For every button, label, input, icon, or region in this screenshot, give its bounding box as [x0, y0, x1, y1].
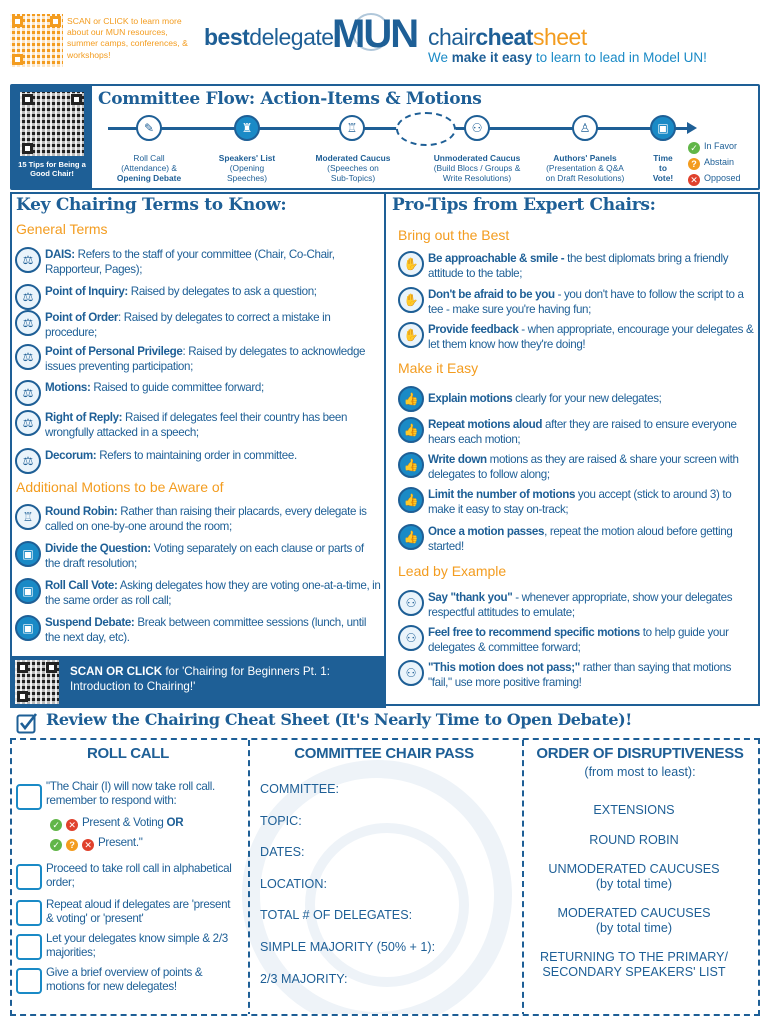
- gavel-icon: ⚖: [15, 284, 41, 310]
- roll-call-step-4: Let your delegates know simple & 2/3 majorities;: [46, 932, 228, 959]
- gavel-icon: ⚖: [15, 310, 41, 336]
- tip-approachable: ✋ Be approachable & smile - the best diplomats bring a friendly attitude to the table;: [398, 251, 756, 281]
- brand-best: best: [204, 24, 250, 50]
- bring-out-best-heading: Bring out the Best: [398, 227, 510, 243]
- x-icon: ✕: [82, 839, 94, 851]
- tips-qr-code[interactable]: [20, 92, 84, 156]
- x-icon: ✕: [688, 174, 700, 186]
- roll-call-checkbox-5[interactable]: [16, 968, 42, 994]
- stage-time-to-vote: Time to Vote!: [652, 153, 674, 183]
- tip-positive-framing: ⚇ "This motion does not pass;" rather than saying that motions "fail," use more positive framing!: [398, 660, 756, 690]
- roll-call-step-3: Repeat aloud if delegates are 'present & voting' or 'present': [46, 898, 231, 925]
- gavel-icon: ⚖: [15, 247, 41, 273]
- order-item-moderated: MODERATED CAUCUSES (by total time): [557, 906, 711, 935]
- motion-roll-call-vote: ▣ Roll Call Vote: Asking delegates how they are voting one-at-a-time, in the same order as roll call;: [15, 578, 381, 608]
- beginners-qr-code[interactable]: [15, 660, 59, 704]
- tip-be-yourself: ✋ Don't be afraid to be you - you don't have to follow the script to a tee - make sure you're having fun;: [398, 287, 756, 317]
- check-icon: ✓: [688, 142, 700, 154]
- tip-provide-feedback: ✋ Provide feedback - when appropriate, encourage your delegates & let them know how they're doing!: [398, 322, 756, 352]
- motion-divide-the-question: ▣ Divide the Question: Voting separately on each clause or parts of the draft resolution;: [15, 541, 381, 571]
- brand-cheat: cheat: [475, 24, 533, 50]
- committee-flow-panel: [10, 84, 760, 190]
- ballot-box-icon: ▣: [15, 615, 41, 641]
- clapping-hands-icon: ✋: [398, 287, 424, 313]
- order-item-unmoderated: UNMODERATED CAUCUSES (by total time): [548, 862, 720, 891]
- gavel-icon: ⚖: [15, 380, 41, 406]
- brand-mun: MUN: [332, 12, 418, 56]
- beginners-guide-text[interactable]: SCAN OR CLICK for 'Chairing for Beginners Pt. 1: Introduction to Chairing!': [70, 665, 330, 693]
- check-icon: ✓: [50, 819, 62, 831]
- make-it-easy-heading: Make it Easy: [398, 360, 479, 376]
- pass-field-committee: COMMITTEE:: [260, 782, 340, 796]
- top-qr-code[interactable]: [10, 14, 63, 67]
- brand-chair: chair: [428, 24, 476, 50]
- pass-field-total-delegates: TOTAL # OF DELEGATES:: [260, 908, 413, 922]
- tip-motion-passes: 👍 Once a motion passes, repeat the motion aloud before getting started!: [398, 524, 756, 554]
- order-item-speakers-list: RETURNING TO THE PRIMARY/ SECONDARY SPEAKERS' LIST: [539, 950, 728, 979]
- response-present: ✓ ? ✕ Present.": [50, 836, 240, 851]
- order-item-extensions: EXTENSIONS: [593, 803, 675, 817]
- term-point-of-order: ⚖ Point of Order: Raised by delegates to correct a mistake in procedure;: [15, 310, 381, 340]
- group-icon: ⚇: [398, 625, 424, 651]
- tip-explain-motions: 👍 Explain motions clearly for your new delegates;: [398, 386, 756, 412]
- pro-tips-title: Pro-Tips from Expert Chairs:: [392, 195, 656, 215]
- ballot-box-icon: ▣: [650, 115, 676, 141]
- podium-icon: ♜: [234, 115, 260, 141]
- brand-delegate: delegate: [249, 24, 334, 50]
- ballot-box-icon: ▣: [15, 541, 41, 567]
- group-icon: ⚇: [398, 590, 424, 616]
- term-personal-privilege: ⚖ Point of Personal Privilege: Raised by delegates to acknowledge issues preventing participation;: [15, 344, 381, 374]
- tip-recommend-motions: ⚇ Feel free to recommend specific motions to help guide your delegates & committee forward;: [398, 625, 756, 655]
- gavel-icon: ⚖: [15, 344, 41, 370]
- tip-write-down: 👍 Write down motions as they are raised & share your screen with delegates to follow along;: [398, 452, 756, 482]
- tips-qr-label[interactable]: 15 Tips for Being a Good Chair!: [18, 160, 86, 178]
- additional-motions-heading: Additional Motions to be Aware of: [16, 479, 224, 495]
- pass-field-simple-majority: SIMPLE MAJORITY (50% + 1):: [260, 940, 436, 954]
- chair-pass-title: COMMITTEE CHAIR PASS: [294, 745, 474, 762]
- check-icon: ✓: [50, 839, 62, 851]
- term-motions: ⚖ Motions: Raised to guide committee forward;: [15, 380, 381, 406]
- column-divider: [248, 740, 250, 1016]
- caucus-loop-arrows-icon: [396, 112, 456, 146]
- stage-roll-call: Roll Call (Attendance) & Opening Debate: [116, 153, 182, 183]
- thumbs-up-icon: 👍: [398, 524, 424, 550]
- beginners-guide-banner[interactable]: [10, 656, 386, 708]
- thumbs-up-icon: 👍: [398, 417, 424, 443]
- lead-by-example-heading: Lead by Example: [398, 563, 507, 579]
- roll-call-step-2: Proceed to take roll call in alphabetical order;: [46, 862, 232, 889]
- lectern-icon: ♖: [15, 504, 41, 530]
- roll-call-checkbox-1[interactable]: [16, 784, 42, 810]
- motion-round-robin: ♖ Round Robin: Rather than raising their placards, every delegate is called on one-by-one around the room;: [15, 504, 381, 534]
- motion-suspend-debate: ▣ Suspend Debate: Break between committee sessions (lunch, until the next day, etc).: [15, 615, 381, 645]
- thumbs-up-icon: 👍: [398, 487, 424, 513]
- roll-call-title: ROLL CALL: [86, 745, 169, 762]
- term-right-of-reply: ⚖ Right of Reply: Raised if delegates feel their country has been wrongfully attacked in a speech;: [15, 410, 381, 440]
- checkbox-checked-icon: [16, 712, 38, 734]
- roll-call-checkbox-2[interactable]: [16, 864, 42, 890]
- stage-speakers-list: Speakers' List (Opening Speeches): [218, 153, 276, 183]
- flow-title: Committee Flow: Action-Items & Motions: [98, 89, 482, 109]
- clapping-hands-icon: ✋: [398, 251, 424, 277]
- x-icon: ✕: [66, 819, 78, 831]
- response-present-voting: ✓ ✕ Present & Voting OR: [50, 816, 240, 831]
- tip-say-thank-you: ⚇ Say "thank you" - whenever appropriate, show your delegates respectful attitudes to emulate;: [398, 590, 756, 620]
- lectern-icon: ♖: [339, 115, 365, 141]
- term-dais: ⚖ DAIS: Refers to the staff of your committee (Chair, Co-Chair, Rapporteur, Pages);: [15, 247, 381, 277]
- key-terms-title: Key Chairing Terms to Know:: [16, 195, 287, 215]
- term-decorum: ⚖ Decorum: Refers to maintaining order in committee.: [15, 448, 381, 474]
- stage-authors-panels: Authors' Panels (Presentation & Q&A on Draft Resolutions): [545, 153, 625, 183]
- stage-unmoderated-caucus: Unmoderated Caucus (Build Blocs / Groups & Write Resolutions): [433, 153, 521, 183]
- brand-logo: [204, 10, 764, 70]
- group-icon: ⚇: [464, 115, 490, 141]
- term-point-of-inquiry: ⚖ Point of Inquiry: Raised by delegates to ask a question;: [15, 284, 381, 310]
- ballot-box-icon: ▣: [15, 578, 41, 604]
- roll-call-step-1: "The Chair (I) will now take roll call. remember to respond with:: [46, 780, 215, 807]
- stage-moderated-caucus: Moderated Caucus (Speeches on Sub-Topics): [315, 153, 391, 183]
- thumbs-up-icon: 👍: [398, 452, 424, 478]
- order-item-round-robin: ROUND ROBIN: [589, 833, 679, 847]
- general-terms-heading: General Terms: [16, 221, 108, 237]
- roll-call-checkbox-4[interactable]: [16, 934, 42, 960]
- scan-info-text[interactable]: SCAN or CLICK to learn more about our MUN resources, summer camps, conferences, & workshops!: [67, 16, 188, 60]
- question-icon: ?: [688, 158, 700, 170]
- tagline: We make it easy to learn to lead in Model UN!: [428, 50, 707, 65]
- panel-icon: ♙: [572, 115, 598, 141]
- gavel-icon: ⚖: [15, 410, 41, 436]
- brand-sheet: sheet: [532, 24, 587, 50]
- group-icon: ⚇: [398, 660, 424, 686]
- tip-repeat-motions: 👍 Repeat motions aloud after they are raised to ensure everyone hears each motion;: [398, 417, 756, 447]
- pass-field-location: LOCATION:: [260, 877, 327, 891]
- vote-legend: ✓ In Favor ? Abstain ✕ Opposed: [688, 138, 741, 186]
- ballot-icon: ✎: [136, 115, 162, 141]
- pass-field-topic: TOPIC:: [260, 814, 302, 828]
- pass-field-two-thirds-majority: 2/3 MAJORITY:: [260, 972, 348, 986]
- thumbs-up-icon: 👍: [398, 386, 424, 412]
- roll-call-checkbox-3[interactable]: [16, 900, 42, 926]
- gavel-icon: ⚖: [15, 448, 41, 474]
- roll-call-step-5: Give a brief overview of points & motions for new delegates!: [46, 966, 203, 993]
- tips-qr-panel[interactable]: [12, 86, 92, 188]
- order-title: ORDER OF DISRUPTIVENESS: [536, 745, 744, 762]
- tip-limit-motions: 👍 Limit the number of motions you accept (stick to around 3) to make it easy to stay on-track;: [398, 487, 756, 517]
- review-title: Review the Chairing Cheat Sheet (It's Nearly Time to Open Debate)!: [46, 710, 632, 729]
- clapping-hands-icon: ✋: [398, 322, 424, 348]
- pass-field-dates: DATES:: [260, 845, 305, 859]
- order-subtitle: (from most to least):: [584, 765, 696, 779]
- question-icon: ?: [66, 839, 78, 851]
